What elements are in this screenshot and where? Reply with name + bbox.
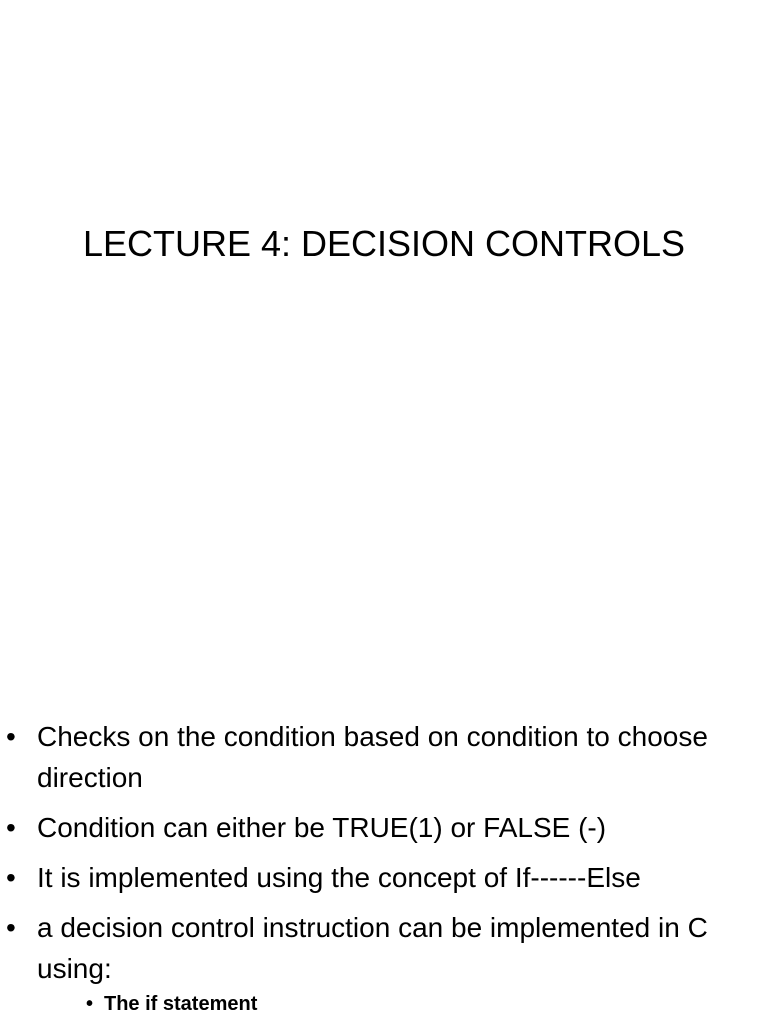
bullet-item	[0, 907, 760, 989]
bullet-text: a decision control instruction can be implemented in C using:	[37, 912, 708, 984]
bullet-item	[0, 716, 760, 798]
bullet-icon: •	[6, 912, 16, 943]
bullet-item	[0, 857, 760, 898]
sub-bullet-item	[0, 990, 760, 1018]
bullet-item	[0, 807, 760, 848]
bullet-list	[0, 716, 760, 1018]
slide-title: LECTURE 4: DECISION CONTROLS	[82, 223, 686, 264]
bullet-icon: •	[6, 862, 16, 893]
sub-bullet-text: The if statement	[104, 993, 258, 1015]
bullet-icon: •	[6, 812, 16, 843]
bullet-text: Checks on the condition based on condition to choose direction	[37, 721, 708, 793]
bullet-text: Condition can either be TRUE(1) or FALSE (-)	[37, 812, 607, 843]
sub-bullet-icon: •	[86, 993, 94, 1015]
bullet-text: It is implemented using the concept of If------Else	[37, 862, 641, 893]
bullet-icon: •	[6, 721, 16, 752]
